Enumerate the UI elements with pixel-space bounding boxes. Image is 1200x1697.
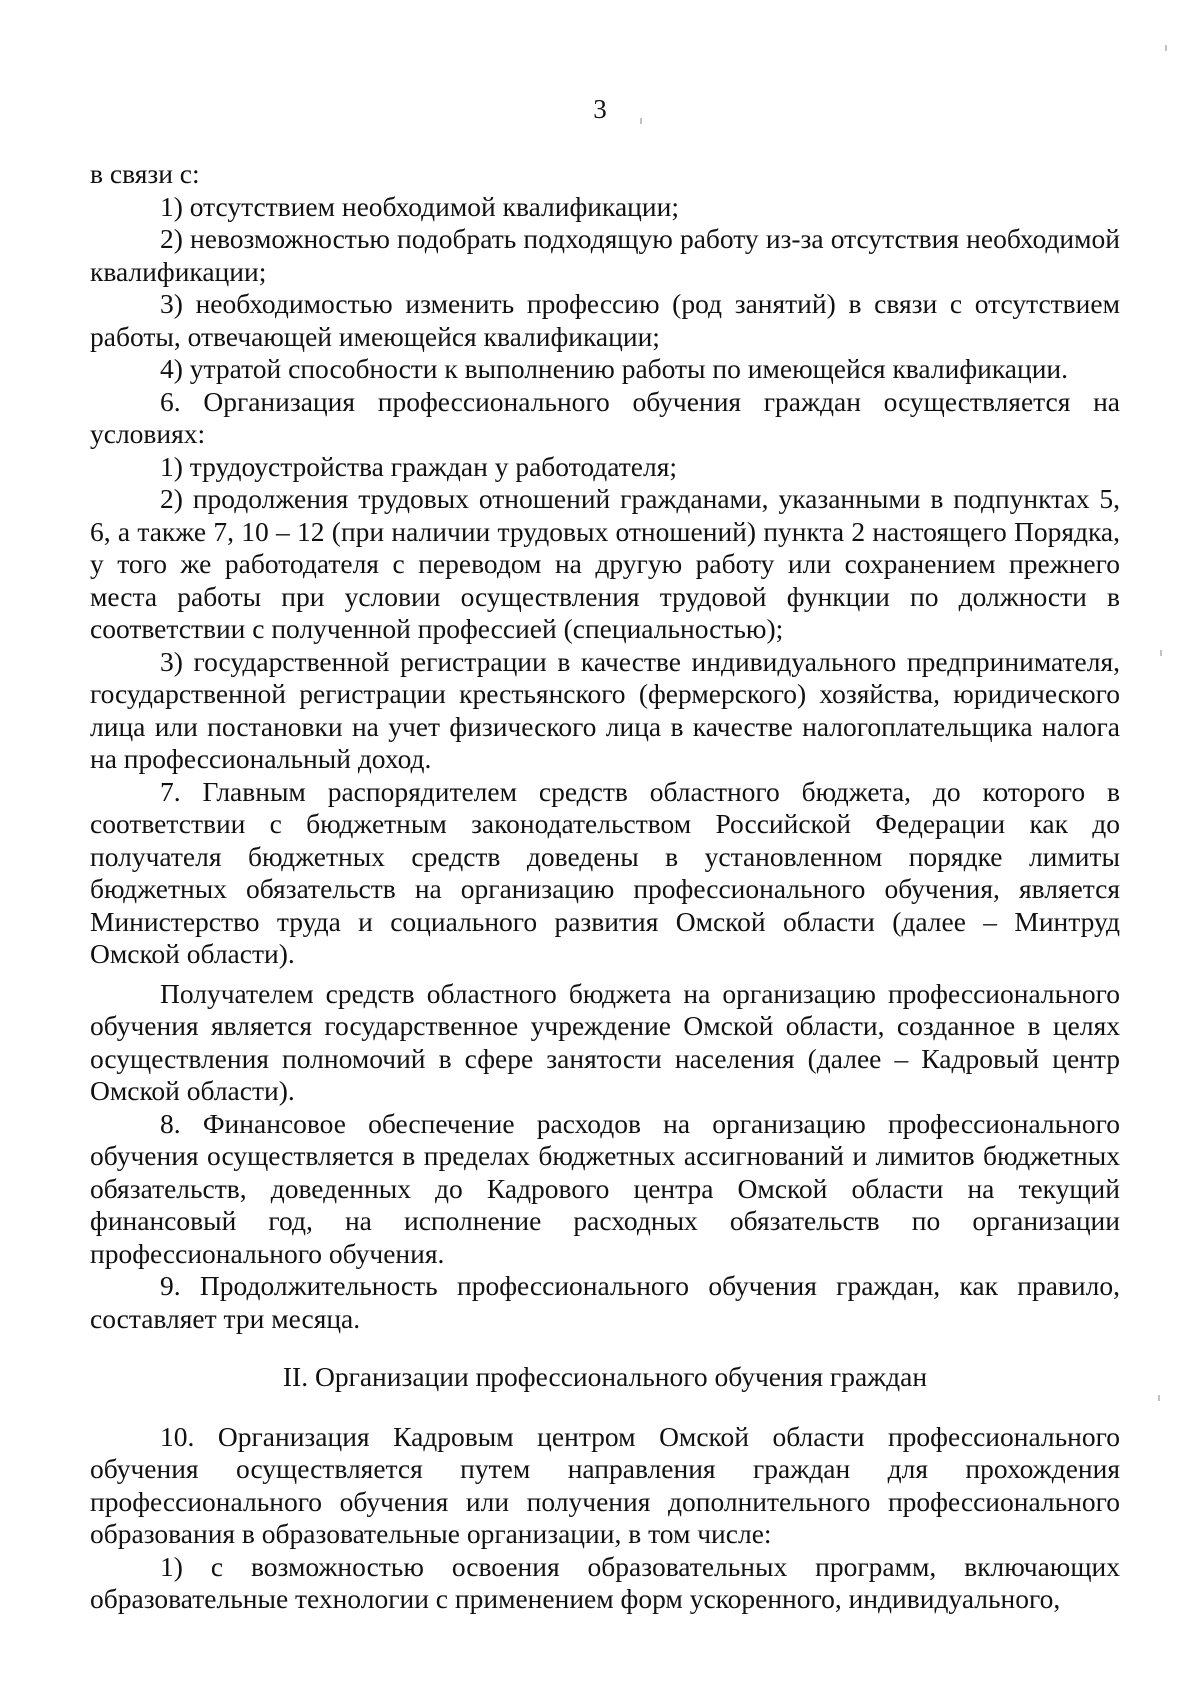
scan-speck (1160, 650, 1162, 656)
paragraph-6-item-1: 1) трудоустройства граждан у работодателя; (160, 450, 678, 482)
list-item-4: 4) утратой способности к выполнению работы по имеющейся квалификации. (160, 353, 1069, 384)
paragraph-intro: в связи с: (90, 158, 200, 189)
list-item-1: 1) отсутствием необходимой квалификации; (160, 190, 679, 222)
paragraph-6-item-3: 3) государственной регистрации в качестве индивидуального предпринимателя, государственной регистрации крестьянского (фермерского) хозяйства, юридического лица или постановки на учет физического лица в качестве налогоплательщика налога на профессиональный доход. (90, 645, 1120, 774)
paragraph-9: 9. Продолжительность профессионального обучения граждан, как правило, составляет три месяца. (90, 1270, 1120, 1334)
scan-speck (640, 118, 642, 124)
paragraph-8: 8. Финансовое обеспечение расходов на организацию профессионального обучения осуществляется в пределах бюджетных ассигнований и лимитов бюджетных обязательств, доведенных до Кадрового центра Омской области на текущий финансовый год, на исполнение расходных обязательств по организации профессионального обучения. (90, 1107, 1120, 1269)
page-number: 3 (593, 94, 607, 124)
section-title: II. Организации профессионального обучения граждан (282, 1361, 928, 1392)
paragraph-10: 10. Организация Кадровым центром Омской области профессионального обучения осуществляется путем направления граждан для прохождения профессионального обучения или получения дополнительного профессионального образования в образовательные организации, в том числе: (90, 1420, 1120, 1549)
scan-speck (1158, 1395, 1160, 1401)
document-body (90, 158, 1120, 1616)
paragraph-7: 7. Главным распорядителем средств областного бюджета, до которого в соответствии с бюджетным законодательством Российской Федерации как до получателя бюджетных средств доведены в установленном порядке лимиты бюджетных обязательств на организацию профессионального обучения, является Министерство труда и социального развития Омской области (далее – Минтруд Омской области). (90, 775, 1120, 969)
paragraph-6: 6. Организация профессионального обучения граждан осуществляется на условиях: (90, 385, 1120, 449)
paragraph-10-item-1: 1) с возможностью освоения образовательных программ, включающих образовательные технологии с применением форм ускоренного, индивидуального, (90, 1550, 1120, 1614)
paragraph-7-recipient: Получателем средств областного бюджета на организацию профессионального обучения является государственное учреждение Омской области, созданное в целях осуществления полномочий в сфере занятости населения (далее – Кадровый центр Омской области). (90, 977, 1120, 1106)
list-item-2: 2) невозможностью подобрать подходящую работу из-за отсутствия необходимой квалификации; (90, 223, 1120, 287)
list-item-3: 3) необходимостью изменить профессию (род занятий) в связи с отсутствием работы, отвечающей имеющейся квалификации; (90, 288, 1120, 352)
scan-speck (1165, 45, 1167, 51)
paragraph-6-item-2: 2) продолжения трудовых отношений гражданами, указанными в подпунктах 5, 6, а также 7, 10 – 12 (при наличии трудовых отношений) пункта 2 настоящего Порядка, у того же работодателя с переводом на другую работу или сохранением прежнего места работы при условии осуществления трудовой функции по должности в соответствии с полученной профессией (специальностью); (90, 483, 1120, 644)
